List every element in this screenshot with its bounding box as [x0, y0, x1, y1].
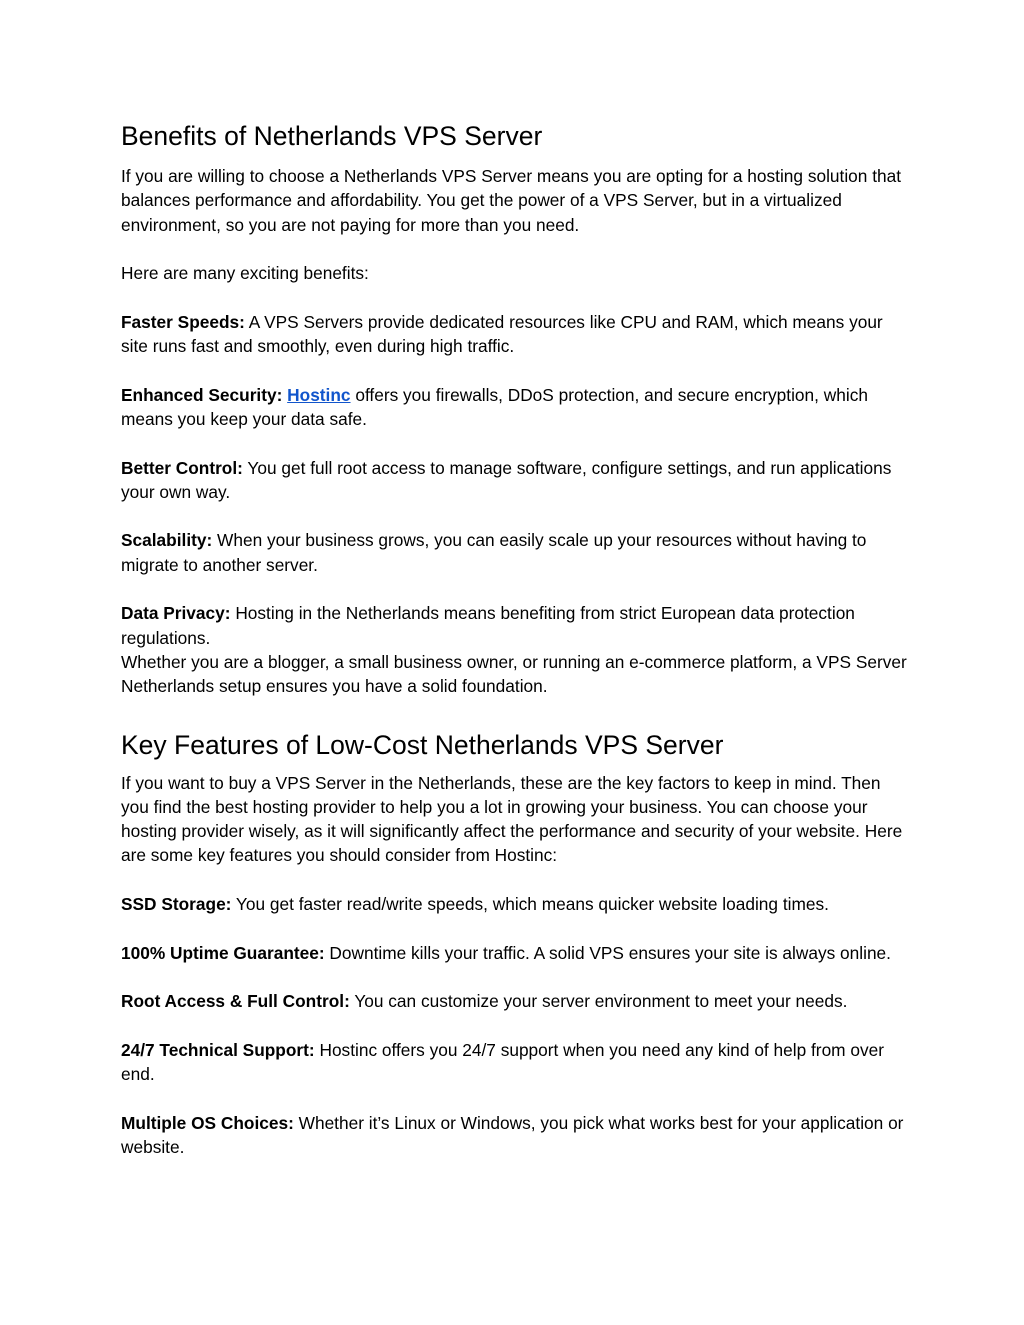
feature-label: 100% Uptime Guarantee: — [121, 942, 325, 963]
benefit-text: A VPS Servers provide dedicated resources like CPU and RAM, which means your site runs fast and smoothly, even during high traffic. — [121, 311, 883, 357]
benefit-text: You get full root access to manage software, configure settings, and run applications your own way. — [121, 457, 892, 502]
benefit-item-scalability — [121, 528, 911, 577]
feature-text: Whether it’s Linux or Windows, you pick what works best for your application or website. — [121, 1112, 904, 1157]
benefit-label: Enhanced Security: — [121, 384, 283, 405]
feature-text: You can customize your server environment to meet your needs. — [349, 991, 848, 1012]
feature-label: SSD Storage: — [121, 894, 232, 915]
benefit-item-better-control — [121, 456, 911, 505]
features-intro-paragraph: If you want to buy a VPS Server in the Netherlands, these are the key factors to keep in mind. Then you find the best hosting provider to help you a lot in growing your business. You can choose your hosting provider wisely, as it will significantly affect the performance and security of your website. Here are some key features you should consider from Hostinc: — [121, 772, 903, 866]
benefit-text: When your business grows, you can easily scale up your resources without having to migrate to another server. — [121, 530, 867, 575]
benefits-intro-paragraph: If you are willing to choose a Netherlands VPS Server means you are opting for a hosting solution that balances performance and affordability. You get the power of a VPS Server, but in a virtualized environment, so you are not paying for more than you need. — [121, 166, 902, 235]
benefits-lead-paragraph: Here are many exciting benefits: — [121, 263, 369, 284]
benefit-label: Data Privacy: — [121, 603, 231, 624]
feature-item-root-access — [121, 989, 911, 1013]
feature-item-ssd-storage — [121, 892, 911, 916]
benefit-text: Hosting in the Netherlands means benefiting from strict European data protection regulations. — [121, 603, 855, 648]
feature-item-technical-support — [121, 1038, 911, 1087]
benefit-item-faster-speeds — [121, 310, 911, 359]
feature-text: You get faster read/write speeds, which means quicker website loading times. — [231, 894, 829, 915]
section-heading-benefits: Benefits of Netherlands VPS Server — [121, 121, 543, 151]
benefit-label: Faster Speeds: — [121, 311, 245, 332]
benefit-label: Scalability: — [121, 530, 213, 551]
feature-label: Multiple OS Choices: — [121, 1112, 294, 1133]
feature-label: Root Access & Full Control: — [121, 991, 350, 1012]
feature-label: 24/7 Technical Support: — [121, 1039, 315, 1060]
feature-item-os-choices — [121, 1111, 911, 1160]
feature-text: Hostinc offers you 24/7 support when you need any kind of help from over end. — [121, 1039, 884, 1085]
benefit-item-enhanced-security — [121, 383, 911, 432]
document-page — [121, 0, 911, 1159]
section-heading-key-features: Key Features of Low-Cost Netherlands VPS Server — [121, 729, 724, 760]
feature-text: Downtime kills your traffic. A solid VPS ensures your site is always online. — [324, 942, 891, 963]
hostinc-link[interactable]: Hostinc — [287, 384, 351, 405]
benefits-closing-paragraph: Whether you are a blogger, a small business owner, or running an e-commerce platform, a VPS Server Netherlands setup ensures you have a solid foundation. — [121, 651, 907, 697]
benefit-label: Better Control: — [121, 457, 243, 478]
benefit-text: offers you firewalls, DDoS protection, and secure encryption, which means you keep your data safe. — [121, 384, 868, 429]
feature-item-uptime-guarantee — [121, 941, 911, 965]
benefit-item-data-privacy — [121, 601, 911, 650]
